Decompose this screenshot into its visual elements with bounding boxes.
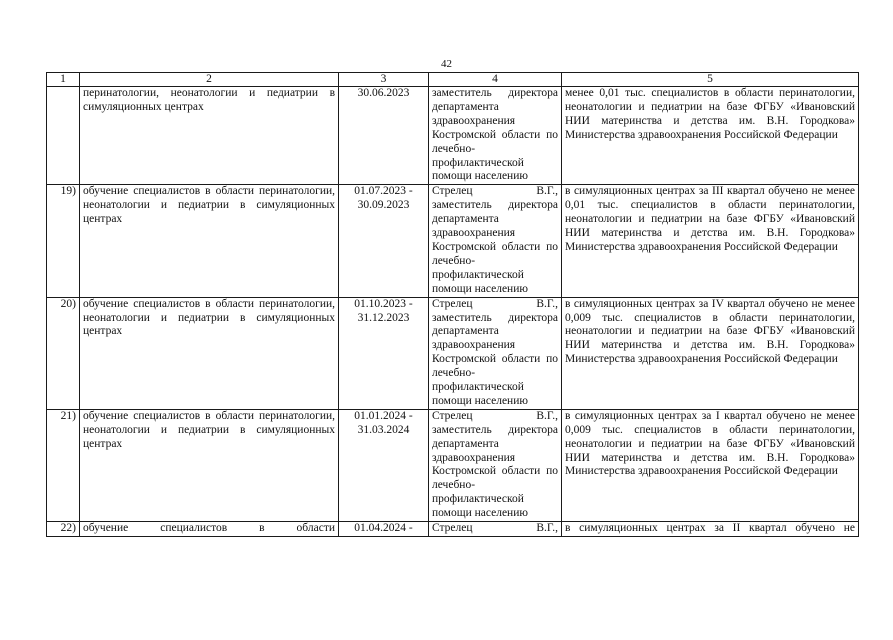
page-number: 42 [441,58,452,70]
row-number: 20) [47,297,80,409]
table-row [47,87,859,185]
header-col-5: 5 [562,73,859,87]
result-cell: в симуляционных центрах за II квартал обучено не [562,522,859,537]
row-number: 22) [47,522,80,537]
table-row [47,185,859,297]
table-row [47,409,859,521]
result-cell: в симуляционных центрах за IV квартал обучено не менее 0,009 тыс. специалистов в области перинатологии, неонатологии и педиатрии на базе ФГБУ «Ивановский НИИ материнства и детства им. В.Н. Городкова» Министерства здравоохранения Российской Федерации [562,297,859,409]
row-number: 21) [47,409,80,521]
header-col-1: 1 [47,73,80,87]
activity-cell: перинатологии, неонатологии и педиатрии в симуляционных центрах [80,87,339,185]
responsible-cell: заместитель директора департамента здравоохранения Костромской области по лечебно-профилактической помощи населению [429,87,562,185]
table-row [47,297,859,409]
table-header-row [47,73,859,87]
activity-cell: обучение специалистов в области перинатологии, неонатологии и педиатрии в симуляционных центрах [80,409,339,521]
dates-cell: 30.06.2023 [339,87,429,185]
responsible-cell: Стрелец В.Г., заместитель директора департамента здравоохранения Костромской области по лечебно-профилактической помощи населению [429,409,562,521]
activity-cell: обучение специалистов в области перинатологии, неонатологии и педиатрии в симуляционных центрах [80,185,339,297]
row-number: 19) [47,185,80,297]
dates-cell: 01.07.2023 - 30.09.2023 [339,185,429,297]
header-col-2: 2 [80,73,339,87]
document-table [46,72,859,537]
row-number [47,87,80,185]
header-col-3: 3 [339,73,429,87]
header-col-4: 4 [429,73,562,87]
responsible-cell: Стрелец В.Г., заместитель директора департамента здравоохранения Костромской области по лечебно-профилактической помощи населению [429,297,562,409]
responsible-cell: Стрелец В.Г., заместитель директора департамента здравоохранения Костромской области по лечебно-профилактической помощи населению [429,185,562,297]
activity-cell: обучение специалистов в области перинатологии, неонатологии и педиатрии в симуляционных центрах [80,297,339,409]
dates-cell: 01.04.2024 - [339,522,429,537]
table-row [47,522,859,537]
responsible-cell: Стрелец В.Г., [429,522,562,537]
dates-cell: 01.10.2023 - 31.12.2023 [339,297,429,409]
dates-cell: 01.01.2024 - 31.03.2024 [339,409,429,521]
result-cell: в симуляционных центрах за III квартал обучено не менее 0,01 тыс. специалистов в области перинатологии, неонатологии и педиатрии на базе ФГБУ «Ивановский НИИ материнства и детства им. В.Н. Городкова» Министерства здравоохранения Российской Федерации [562,185,859,297]
activity-cell: обучение специалистов в области [80,522,339,537]
result-cell: в симуляционных центрах за I квартал обучено не менее 0,009 тыс. специалистов в области перинатологии, неонатологии и педиатрии на базе ФГБУ «Ивановский НИИ материнства и детства им. В.Н. Городкова» Министерства здравоохранения Российской Федерации [562,409,859,521]
result-cell: менее 0,01 тыс. специалистов в области перинатологии, неонатологии и педиатрии на базе ФГБУ «Ивановский НИИ материнства и детства им. В.Н. Городкова» Министерства здравоохранения Российской Федерации [562,87,859,185]
